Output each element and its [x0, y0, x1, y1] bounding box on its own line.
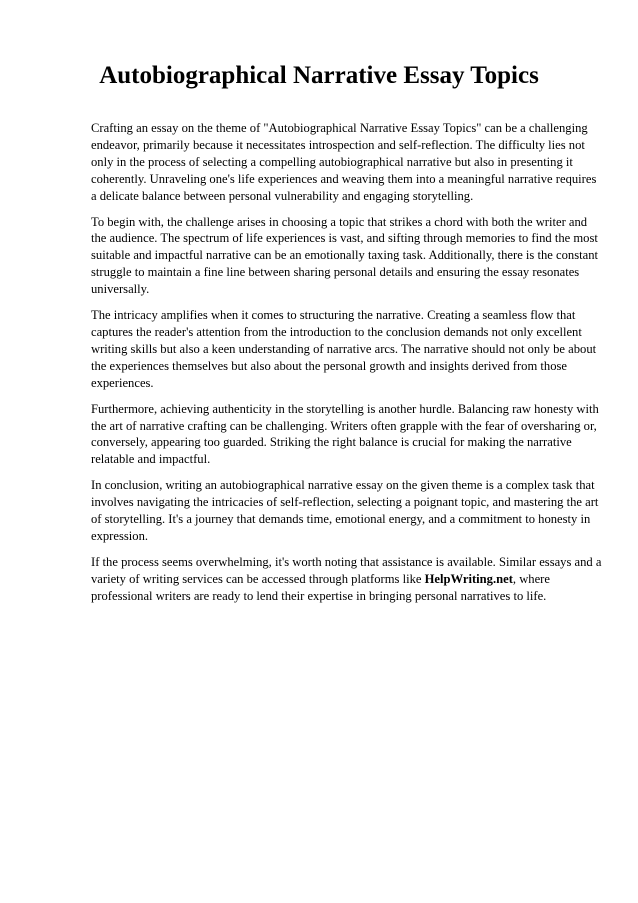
paragraph-3: The intricacy amplifies when it comes to structuring the narrative. Creating a seamless flow that captures the reader's attention from the introduction to the conclusion demands not only excellent writing skills but also a keen understanding of narrative arcs. The narrative should not only be about the experiences themselves but also about the personal growth and insights derived from those experiences.: [91, 308, 597, 390]
paragraph-6-text-after: , where professional writers are ready to lend their expertise in bringing personal narratives to life.: [91, 571, 550, 603]
paragraph-1: Crafting an essay on the theme of "Autobiographical Narrative Essay Topics" can be a challenging endeavor, primarily because it necessitates introspection and self-reflection. The difficulty lies not only in the process of selecting a compelling autobiographical narrative but also in presenting it coherently. Unraveling one's life experiences and weaving them into a meaningful narrative requires a delicate balance between personal vulnerability and engaging storytelling.: [91, 121, 597, 203]
document-body: [91, 120, 603, 614]
helpwriting-link[interactable]: HelpWriting.net: [424, 571, 513, 586]
paragraph-4: Furthermore, achieving authenticity in the storytelling is another hurdle. Balancing raw honesty with the art of narrative crafting can be challenging. Writers often grapple with the fear of oversharing or, conversely, appearing too guarded. Striking the right balance is crucial for making the narrative relatable and impactful.: [91, 401, 599, 467]
paragraph-6: [91, 554, 603, 605]
paragraph-2: To begin with, the challenge arises in choosing a topic that strikes a chord with both the writer and the audience. The spectrum of life experiences is vast, and sifting through memories to find the most suitable and impactful narrative can be an emotionally taxing task. Additionally, there is the constant struggle to maintain a fine line between sharing personal details and ensuring the essay resonates universally.: [91, 214, 598, 297]
page-title: Autobiographical Narrative Essay Topics: [99, 62, 539, 89]
paragraph-6-text-before: If the process seems overwhelming, it's worth noting that assistance is available. Similar essays and a variety of writing services can be accessed through platforms like: [91, 554, 602, 586]
paragraph-5: In conclusion, writing an autobiographical narrative essay on the given theme is a complex task that involves navigating the intricacies of self-reflection, selecting a poignant topic, and mastering the art of storytelling. It's a journey that demands time, emotional energy, and a commitment to honesty in expression.: [91, 478, 599, 543]
